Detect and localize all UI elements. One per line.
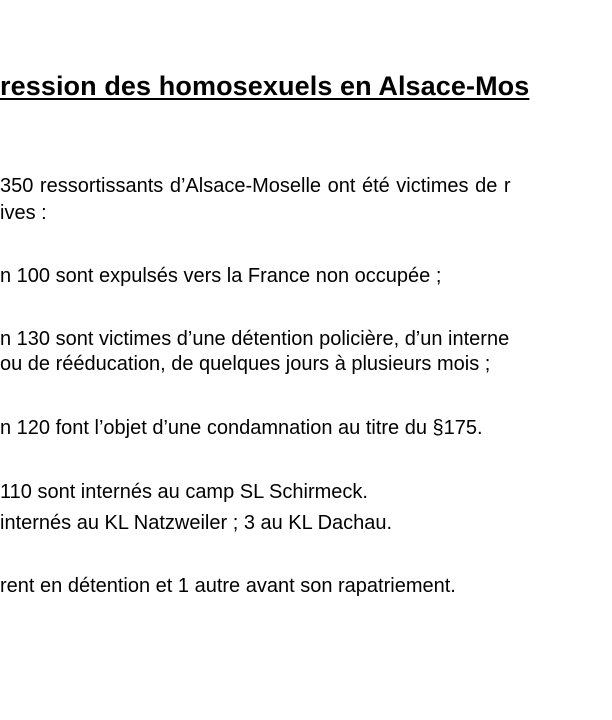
text-line-4: n 130 sont victimes d’une détention policière, d’un interne [0, 328, 510, 350]
text-line-5: ou de rééducation, de quelques jours à plusieurs mois ; [0, 353, 491, 375]
text-line-8: internés au KL Natzweiler ; 3 au KL Dachau. [0, 512, 393, 534]
text-line-2: ives : [0, 202, 47, 224]
text-line-3: n 100 sont expulsés vers la France non occupée ; [0, 265, 442, 287]
text-line-6: n 120 font l’objet d’une condamnation au titre du §175. [0, 417, 483, 439]
slide-title: ression des homosexuels en Alsace-Mos [0, 71, 530, 101]
text-line-9: rent en détention et 1 autre avant son rapatriement. [0, 575, 456, 597]
text-line-1: 350 ressortissants d’Alsace-Moselle ont été victimes de r [0, 175, 511, 197]
text-line-7: 110 sont internés au camp SL Schirmeck. [0, 481, 368, 503]
